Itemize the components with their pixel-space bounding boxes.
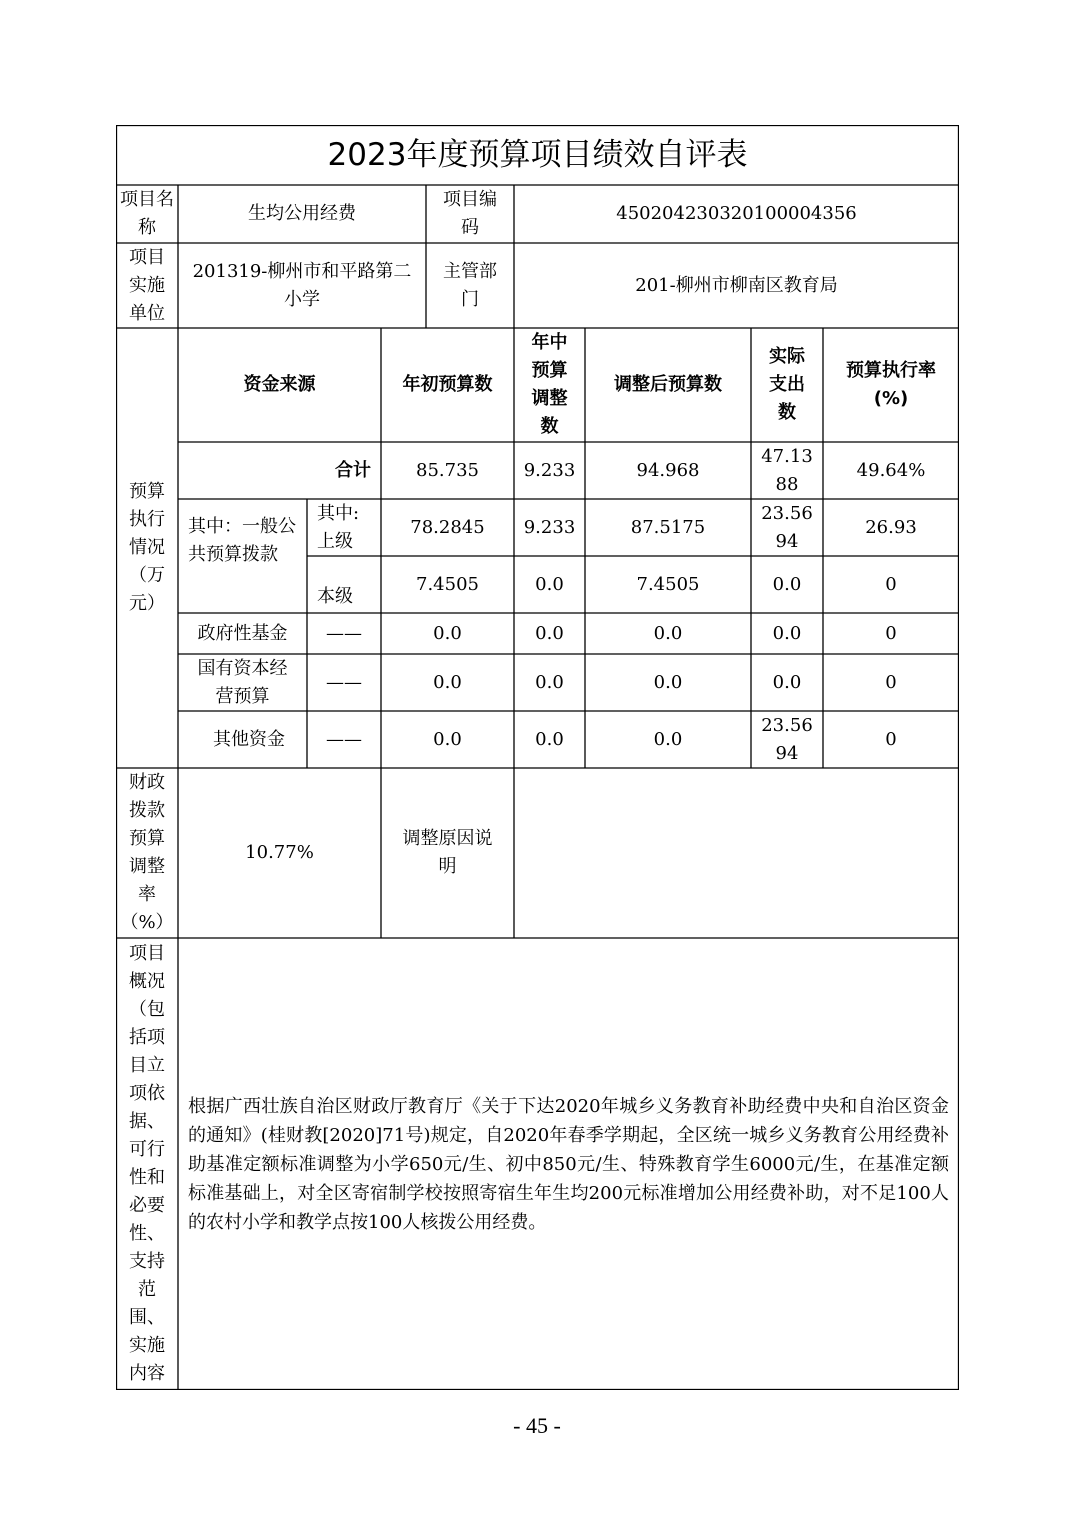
header-rate: 预算执行率(%) xyxy=(846,360,936,409)
budget-section-label: 预算执行情况（万元） xyxy=(129,481,165,614)
total-adjusted: 94.968 xyxy=(636,459,700,481)
fiscal-adjust-rate: 10.77% xyxy=(245,842,314,863)
local-actual: 0.0 xyxy=(772,573,802,595)
upper-rate: 26.93 xyxy=(865,516,917,538)
local-rate: 0 xyxy=(885,573,897,595)
local-label: 本级 xyxy=(317,586,353,607)
overview-text: 根据广西壮族自治区财政厅教育厅《关于下达2020年城乡义务教育补助经费中央和自治区资金的通知》(桂财教[2020]71号)规定，自2020年春季学期起，全区统一城乡义务教育公用经费补助基准定额标准调整为小学650元/生、初中850元/生、特殊教育学生6000元/生，在基准定额标准基础上，对全区寄宿制学校按照寄宿生年生均200元标准增加公用经费补助，对不足100人的农村小学和教学点按100人核拨公用经费。 xyxy=(188,1095,949,1233)
dept-value: 201-柳州市柳南区教育局 xyxy=(635,274,838,296)
state-capital-adjusted: 0.0 xyxy=(653,671,683,693)
overview-label: 项目概况（包括项目立项依据、可行性和必要性、支持范围、实施内容 xyxy=(129,943,165,1384)
other-funds-adjusted: 0.0 xyxy=(653,728,683,750)
other-funds-mid: 0.0 xyxy=(535,728,564,750)
header-initial: 年初预算数 xyxy=(402,374,493,395)
impl-unit-label: 项目实施单位 xyxy=(129,246,165,324)
table-title: 2023年度预算项目绩效自评表 xyxy=(327,137,748,173)
other-funds-initial: 0.0 xyxy=(433,728,462,750)
local-mid: 0.0 xyxy=(535,573,564,595)
local-initial: 7.4505 xyxy=(416,573,479,595)
total-mid: 9.233 xyxy=(523,459,576,481)
total-actual: 47.1388 xyxy=(761,445,813,495)
gov-fund-label: 政府性基金 xyxy=(197,622,288,644)
state-capital-mid: 0.0 xyxy=(535,671,564,693)
dept-label: 主管部门 xyxy=(443,260,497,310)
adjust-reason-label: 调整原因说明 xyxy=(402,828,493,877)
general-budget-label: 其中：一般公共预算拨款 xyxy=(188,516,296,565)
upper-actual: 23.5694 xyxy=(761,502,813,552)
gov-fund-mid: 0.0 xyxy=(535,622,564,644)
state-capital-actual: 0.0 xyxy=(772,671,802,693)
other-funds-label: 其他资金 xyxy=(213,728,285,750)
upper-mid: 9.233 xyxy=(523,516,576,538)
impl-unit-value: 201319-柳州市和平路第二小学 xyxy=(192,260,412,310)
fiscal-adjust-label: 财政拨款预算调整率（%） xyxy=(120,772,174,933)
other-funds-rate: 0 xyxy=(885,728,897,750)
project-name-value: 生均公用经费 xyxy=(248,203,356,224)
gov-fund-rate: 0 xyxy=(885,622,897,644)
adjust-reason-value xyxy=(514,768,959,938)
state-capital-rate: 0 xyxy=(885,671,897,693)
upper-adjusted: 87.5175 xyxy=(630,516,706,538)
total-rate: 49.64% xyxy=(856,459,926,481)
state-capital-dash: —— xyxy=(326,671,362,693)
state-capital-label: 国有资本经营预算 xyxy=(197,657,288,707)
header-actual: 实际支出数 xyxy=(769,346,805,423)
gov-fund-actual: 0.0 xyxy=(772,622,802,644)
header-source: 资金来源 xyxy=(243,374,316,395)
project-code-value: 450204230320100004356 xyxy=(616,203,857,224)
total-label: 合计 xyxy=(335,459,371,481)
project-name-label: 项目名称 xyxy=(120,189,174,238)
state-capital-initial: 0.0 xyxy=(433,671,462,693)
header-adjusted: 调整后预算数 xyxy=(614,374,722,395)
evaluation-table xyxy=(116,125,959,1390)
gov-fund-initial: 0.0 xyxy=(433,622,462,644)
total-initial: 85.735 xyxy=(416,459,479,481)
page-number: - 45 - xyxy=(513,1413,561,1438)
gov-fund-dash: —— xyxy=(326,622,362,644)
upper-initial: 78.2845 xyxy=(410,516,485,538)
project-code-label: 项目编码 xyxy=(443,189,497,238)
other-funds-actual: 23.5694 xyxy=(761,714,813,764)
local-adjusted: 7.4505 xyxy=(636,573,700,595)
header-mid-adjust: 年中预算调整数 xyxy=(531,332,568,437)
other-funds-dash: —— xyxy=(326,728,362,750)
upper-label: 其中:上级 xyxy=(317,502,360,552)
gov-fund-adjusted: 0.0 xyxy=(653,622,683,644)
